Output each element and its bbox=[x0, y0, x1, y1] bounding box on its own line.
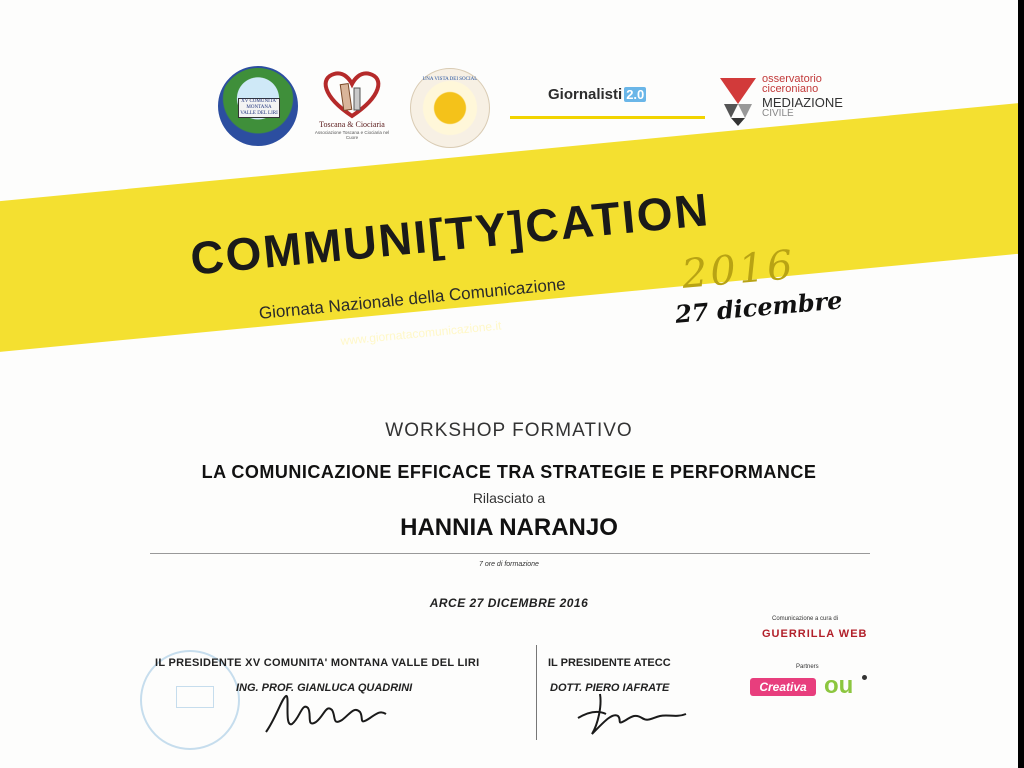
giornalisti-version-badge: 2.0 bbox=[626, 87, 645, 102]
toscana-ciociaria-logo bbox=[312, 66, 392, 146]
comunita-montana-logo bbox=[218, 66, 298, 146]
event-website: www.giornatacomunicazione.it bbox=[340, 318, 503, 348]
event-title: COMMUNI[TY]CATION bbox=[188, 183, 712, 285]
left-signatory-name: ING. PROF. GIANLUCA QUADRINI bbox=[236, 682, 413, 694]
giornalisti-logo-text bbox=[548, 86, 646, 103]
right-signatory-name: DOTT. PIERO IAFRATE bbox=[550, 682, 670, 694]
giornalisti-word: Giornalisti bbox=[548, 86, 623, 103]
ou-logo: ou bbox=[824, 672, 854, 699]
giornalisti-logo bbox=[510, 80, 705, 122]
heart-tower-icon bbox=[312, 66, 392, 120]
comunita-logo-label: XV COMUNITA' MONTANA VALLE DEL LIRI bbox=[238, 98, 280, 118]
ou-logo-dot bbox=[862, 675, 867, 680]
partners-label: Partners bbox=[796, 664, 819, 670]
toscana-logo-title: Toscana & Ciociaria bbox=[319, 120, 385, 129]
creativa-logo: Creativa bbox=[750, 678, 816, 696]
divider-line bbox=[150, 553, 870, 554]
agency-logo: GUERRILLA WEB bbox=[762, 628, 868, 640]
right-signature bbox=[572, 688, 692, 738]
stamp-inner bbox=[176, 686, 214, 708]
sun-logo-label: UNA VISTA DEI SOCIAL bbox=[422, 77, 478, 82]
sun-seal-logo bbox=[410, 68, 490, 148]
osservatorio-triangle-icon bbox=[718, 74, 758, 126]
recipient-name: HANNIA NARANJO bbox=[400, 514, 618, 541]
osservatorio-line-4: CIVILE bbox=[762, 108, 794, 119]
osservatorio-line-3: MEDIAZIONE bbox=[762, 95, 843, 110]
communication-by-label: Comunicazione a cura di bbox=[772, 616, 839, 622]
course-title: LA COMUNICAZIONE EFFICACE TRA STRATEGIE E PERFORMANCE bbox=[201, 462, 817, 482]
event-date-handwritten: 27 dicembre bbox=[674, 285, 844, 329]
left-signature bbox=[262, 688, 392, 738]
toscana-logo-subtitle: Associazione Toscana e Ciociaria nel Cuore bbox=[314, 130, 390, 140]
giornalisti-underline bbox=[510, 116, 705, 119]
training-hours: 7 ore di formazione bbox=[479, 561, 539, 568]
right-signatory-role: IL PRESIDENTE ATECC bbox=[548, 657, 671, 669]
event-year: 2016 bbox=[680, 242, 798, 298]
osservatorio-line-2: ciceroniano bbox=[762, 83, 819, 95]
signature-divider bbox=[536, 645, 537, 740]
osservatorio-line-1: osservatorio bbox=[762, 73, 822, 85]
left-signatory-role: IL PRESIDENTE XV COMUNITA' MONTANA VALLE DEL LIRI bbox=[155, 657, 480, 669]
event-subtitle: Giornata Nazionale della Comunicazione bbox=[258, 274, 567, 323]
workshop-heading: WORKSHOP FORMATIVO bbox=[385, 420, 633, 441]
issued-to-label: Rilasciato a bbox=[472, 490, 546, 506]
place-date: ARCE 27 DICEMBRE 2016 bbox=[429, 596, 589, 610]
